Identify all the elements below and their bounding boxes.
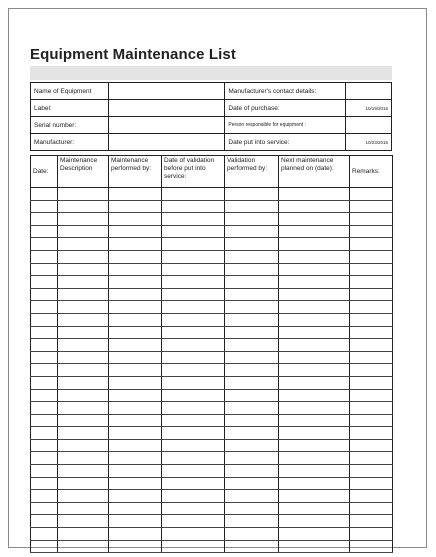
table-cell[interactable] — [31, 528, 58, 541]
table-cell[interactable] — [109, 313, 162, 326]
table-cell[interactable] — [109, 502, 162, 515]
table-cell[interactable] — [31, 250, 58, 263]
table-row — [31, 540, 393, 553]
table-cell[interactable] — [225, 288, 279, 301]
table-cell[interactable] — [31, 313, 58, 326]
table-cell[interactable] — [109, 250, 162, 263]
table-row — [31, 250, 393, 263]
table-cell[interactable] — [225, 188, 279, 201]
table-cell[interactable] — [58, 188, 109, 201]
table-cell[interactable] — [225, 200, 279, 213]
table-cell[interactable] — [350, 238, 393, 251]
table-row — [31, 238, 393, 251]
table-cell[interactable] — [31, 276, 58, 289]
date-into-service-label: Date put into service: — [225, 134, 346, 151]
table-cell[interactable] — [279, 376, 350, 389]
table-cell[interactable] — [109, 263, 162, 276]
table-cell[interactable] — [350, 376, 393, 389]
table-cell[interactable] — [279, 313, 350, 326]
table-cell[interactable] — [162, 276, 225, 289]
table-cell[interactable] — [58, 528, 109, 541]
table-cell[interactable] — [225, 452, 279, 465]
table-cell[interactable] — [31, 225, 58, 238]
table-cell[interactable] — [225, 490, 279, 503]
table-cell[interactable] — [162, 339, 225, 352]
table-cell[interactable] — [350, 439, 393, 452]
serial-number-label: Serial number: — [31, 117, 109, 134]
table-cell[interactable] — [58, 414, 109, 427]
table-row — [31, 225, 393, 238]
table-cell[interactable] — [225, 301, 279, 314]
table-cell[interactable] — [31, 200, 58, 213]
table-cell[interactable] — [109, 465, 162, 478]
table-row — [31, 528, 393, 541]
table-row — [31, 389, 393, 402]
table-cell[interactable] — [162, 477, 225, 490]
table-cell[interactable] — [31, 490, 58, 503]
table-cell[interactable] — [162, 200, 225, 213]
table-row — [31, 213, 393, 226]
header-remarks: Remarks: — [350, 156, 393, 188]
table-cell[interactable] — [279, 213, 350, 226]
date-of-purchase-label: Date of purchase: — [225, 100, 346, 117]
table-cell[interactable] — [279, 452, 350, 465]
table-cell[interactable] — [31, 465, 58, 478]
table-cell[interactable] — [162, 238, 225, 251]
table-cell[interactable] — [279, 200, 350, 213]
table-cell[interactable] — [225, 351, 279, 364]
table-cell[interactable] — [31, 238, 58, 251]
table-cell[interactable] — [31, 188, 58, 201]
table-row — [31, 288, 393, 301]
name-of-equipment-label: Name of Equipment — [31, 83, 109, 100]
table-row — [31, 414, 393, 427]
table-cell[interactable] — [350, 414, 393, 427]
table-cell[interactable] — [162, 188, 225, 201]
table-cell[interactable] — [225, 213, 279, 226]
header-date-of-validation: Date of validation before put into service: — [162, 156, 225, 188]
table-cell[interactable] — [225, 465, 279, 478]
table-cell[interactable] — [109, 414, 162, 427]
table-cell[interactable] — [58, 477, 109, 490]
table-row — [31, 439, 393, 452]
table-cell[interactable] — [350, 250, 393, 263]
table-cell[interactable] — [58, 276, 109, 289]
table-cell[interactable] — [109, 540, 162, 553]
table-row — [31, 515, 393, 528]
table-cell[interactable] — [279, 301, 350, 314]
table-cell[interactable] — [225, 326, 279, 339]
table-cell[interactable] — [109, 439, 162, 452]
table-cell[interactable] — [162, 389, 225, 402]
table-cell[interactable] — [350, 427, 393, 440]
table-cell[interactable] — [109, 477, 162, 490]
table-cell[interactable] — [279, 250, 350, 263]
table-cell[interactable] — [350, 225, 393, 238]
table-cell[interactable] — [279, 465, 350, 478]
table-cell[interactable] — [225, 402, 279, 415]
table-cell[interactable] — [162, 540, 225, 553]
table-row — [31, 477, 393, 490]
person-responsible-field[interactable] — [346, 117, 392, 134]
table-cell[interactable] — [225, 515, 279, 528]
table-cell[interactable] — [162, 351, 225, 364]
table-cell[interactable] — [350, 339, 393, 352]
table-row — [31, 452, 393, 465]
table-cell[interactable] — [31, 263, 58, 276]
table-cell[interactable] — [350, 389, 393, 402]
table-cell[interactable] — [31, 213, 58, 226]
table-cell[interactable] — [279, 326, 350, 339]
header-next-maintenance: Next maintenance planned on (date): — [279, 156, 350, 188]
table-cell[interactable] — [31, 414, 58, 427]
table-cell[interactable] — [350, 276, 393, 289]
table-body — [31, 188, 393, 553]
table-cell[interactable] — [350, 301, 393, 314]
table-cell[interactable] — [162, 490, 225, 503]
table-cell[interactable] — [109, 402, 162, 415]
table-row — [31, 188, 393, 201]
table-cell[interactable] — [279, 502, 350, 515]
table-cell[interactable] — [350, 188, 393, 201]
table-cell[interactable] — [279, 188, 350, 201]
manufacturer-label: Manufacturer: — [31, 134, 109, 151]
table-cell[interactable] — [109, 364, 162, 377]
table-cell[interactable] — [162, 439, 225, 452]
table-cell[interactable] — [225, 528, 279, 541]
table-cell[interactable] — [350, 452, 393, 465]
table-cell[interactable] — [279, 427, 350, 440]
table-cell[interactable] — [350, 402, 393, 415]
table-cell[interactable] — [31, 301, 58, 314]
table-cell[interactable] — [279, 540, 350, 553]
table-cell[interactable] — [58, 288, 109, 301]
table-cell[interactable] — [109, 288, 162, 301]
table-cell[interactable] — [279, 339, 350, 352]
table-cell[interactable] — [109, 515, 162, 528]
table-cell[interactable] — [109, 238, 162, 251]
table-cell[interactable] — [279, 238, 350, 251]
table-cell[interactable] — [279, 439, 350, 452]
table-cell[interactable] — [31, 402, 58, 415]
table-cell[interactable] — [109, 188, 162, 201]
table-row — [31, 427, 393, 440]
table-cell[interactable] — [279, 490, 350, 503]
table-cell[interactable] — [31, 452, 58, 465]
table-row — [31, 490, 393, 503]
table-cell[interactable] — [58, 213, 109, 226]
table-cell[interactable] — [279, 276, 350, 289]
table-cell[interactable] — [58, 301, 109, 314]
table-cell[interactable] — [225, 225, 279, 238]
table-cell[interactable] — [58, 326, 109, 339]
label-label: Label: — [31, 100, 109, 117]
name-of-equipment-field[interactable] — [108, 83, 225, 100]
table-cell[interactable] — [31, 540, 58, 553]
table-cell[interactable] — [109, 276, 162, 289]
table-cell[interactable] — [58, 364, 109, 377]
table-cell[interactable] — [225, 540, 279, 553]
table-cell[interactable] — [225, 339, 279, 352]
table-cell[interactable] — [58, 339, 109, 352]
date-of-purchase-value[interactable]: 10/19/2016 — [346, 100, 392, 117]
table-cell[interactable] — [31, 288, 58, 301]
table-cell[interactable] — [109, 389, 162, 402]
table-cell[interactable] — [162, 250, 225, 263]
header-validation-performed-by: Validation performed by: — [225, 156, 279, 188]
table-cell[interactable] — [109, 427, 162, 440]
table-cell[interactable] — [162, 502, 225, 515]
label-field[interactable] — [108, 100, 225, 117]
table-cell[interactable] — [109, 452, 162, 465]
table-cell[interactable] — [31, 427, 58, 440]
table-cell[interactable] — [225, 427, 279, 440]
manufacturer-field[interactable] — [108, 134, 225, 151]
table-cell[interactable] — [350, 213, 393, 226]
table-row — [31, 263, 393, 276]
table-cell[interactable] — [350, 364, 393, 377]
table-row — [31, 313, 393, 326]
table-cell[interactable] — [225, 502, 279, 515]
maintenance-log-table — [30, 155, 393, 553]
table-cell[interactable] — [31, 477, 58, 490]
table-cell[interactable] — [58, 313, 109, 326]
header-date: Date: — [31, 156, 58, 188]
table-cell[interactable] — [162, 301, 225, 314]
table-cell[interactable] — [162, 225, 225, 238]
table-cell[interactable] — [31, 439, 58, 452]
table-cell[interactable] — [350, 326, 393, 339]
table-cell[interactable] — [58, 402, 109, 415]
table-row — [31, 502, 393, 515]
table-cell[interactable] — [279, 528, 350, 541]
table-cell[interactable] — [109, 326, 162, 339]
table-cell[interactable] — [350, 465, 393, 478]
table-cell[interactable] — [225, 364, 279, 377]
table-cell[interactable] — [279, 351, 350, 364]
table-cell[interactable] — [225, 263, 279, 276]
table-cell[interactable] — [58, 250, 109, 263]
table-cell[interactable] — [279, 515, 350, 528]
table-cell[interactable] — [350, 515, 393, 528]
table-cell[interactable] — [279, 402, 350, 415]
table-cell[interactable] — [58, 502, 109, 515]
table-cell[interactable] — [162, 414, 225, 427]
table-cell[interactable] — [225, 477, 279, 490]
table-cell[interactable] — [162, 364, 225, 377]
table-cell[interactable] — [225, 313, 279, 326]
table-cell[interactable] — [31, 339, 58, 352]
table-cell[interactable] — [109, 225, 162, 238]
table-cell[interactable] — [31, 376, 58, 389]
manufacturer-contact-label: Manufacturer's contact details: — [225, 83, 346, 100]
table-row — [31, 301, 393, 314]
table-cell[interactable] — [162, 326, 225, 339]
table-row — [31, 465, 393, 478]
table-header-row — [31, 156, 393, 188]
person-responsible-label: Person responsible for equipment : — [225, 117, 346, 134]
table-cell[interactable] — [58, 389, 109, 402]
table-cell[interactable] — [109, 200, 162, 213]
table-row — [31, 326, 393, 339]
serial-number-field[interactable] — [108, 117, 225, 134]
table-cell[interactable] — [279, 414, 350, 427]
table-cell[interactable] — [162, 376, 225, 389]
table-cell[interactable] — [162, 263, 225, 276]
table-cell[interactable] — [279, 477, 350, 490]
table-cell[interactable] — [31, 502, 58, 515]
table-cell[interactable] — [58, 225, 109, 238]
table-cell[interactable] — [109, 490, 162, 503]
date-into-service-value[interactable]: 10/23/2016 — [346, 134, 392, 151]
table-cell[interactable] — [279, 288, 350, 301]
table-cell[interactable] — [109, 528, 162, 541]
table-cell[interactable] — [350, 313, 393, 326]
table-cell[interactable] — [162, 402, 225, 415]
info-row — [31, 100, 392, 117]
table-cell[interactable] — [162, 465, 225, 478]
table-cell[interactable] — [109, 339, 162, 352]
table-cell[interactable] — [162, 313, 225, 326]
table-cell[interactable] — [279, 364, 350, 377]
document-title: Equipment Maintenance List — [30, 46, 236, 63]
table-cell[interactable] — [109, 376, 162, 389]
table-cell[interactable] — [350, 528, 393, 541]
table-cell[interactable] — [58, 238, 109, 251]
table-cell[interactable] — [58, 200, 109, 213]
table-cell[interactable] — [58, 351, 109, 364]
table-cell[interactable] — [58, 439, 109, 452]
table-cell[interactable] — [350, 540, 393, 553]
table-cell[interactable] — [162, 515, 225, 528]
header-maintenance-performed-by: Maintenance performed by: — [109, 156, 162, 188]
table-cell[interactable] — [225, 250, 279, 263]
info-row — [31, 83, 392, 100]
table-cell[interactable] — [31, 389, 58, 402]
table-cell[interactable] — [58, 452, 109, 465]
table-cell[interactable] — [162, 427, 225, 440]
table-cell[interactable] — [58, 490, 109, 503]
table-row — [31, 351, 393, 364]
table-cell[interactable] — [350, 490, 393, 503]
table-cell[interactable] — [350, 200, 393, 213]
table-row — [31, 364, 393, 377]
table-cell[interactable] — [58, 515, 109, 528]
table-cell[interactable] — [31, 326, 58, 339]
title-underline-band — [30, 66, 392, 80]
table-cell[interactable] — [58, 263, 109, 276]
table-cell[interactable] — [225, 276, 279, 289]
table-cell[interactable] — [31, 515, 58, 528]
table-cell[interactable] — [279, 225, 350, 238]
table-cell[interactable] — [350, 288, 393, 301]
manufacturer-contact-field[interactable] — [346, 83, 392, 100]
table-row — [31, 376, 393, 389]
table-cell[interactable] — [350, 351, 393, 364]
table-cell[interactable] — [58, 427, 109, 440]
table-cell[interactable] — [225, 414, 279, 427]
header-maintenance-description: Maintenance Description — [58, 156, 109, 188]
table-row — [31, 402, 393, 415]
table-cell[interactable] — [350, 477, 393, 490]
info-row — [31, 117, 392, 134]
table-cell[interactable] — [279, 389, 350, 402]
equipment-info-table — [30, 82, 392, 151]
table-cell[interactable] — [162, 528, 225, 541]
table-cell[interactable] — [350, 502, 393, 515]
table-row — [31, 276, 393, 289]
table-cell[interactable] — [58, 540, 109, 553]
table-cell[interactable] — [31, 351, 58, 364]
table-cell[interactable] — [225, 439, 279, 452]
table-cell[interactable] — [109, 301, 162, 314]
table-cell[interactable] — [225, 376, 279, 389]
table-row — [31, 200, 393, 213]
table-cell[interactable] — [58, 376, 109, 389]
table-cell[interactable] — [58, 465, 109, 478]
table-cell[interactable] — [225, 389, 279, 402]
table-cell[interactable] — [162, 452, 225, 465]
table-cell[interactable] — [279, 263, 350, 276]
info-row — [31, 134, 392, 151]
table-cell[interactable] — [109, 213, 162, 226]
table-cell[interactable] — [109, 351, 162, 364]
table-row — [31, 339, 393, 352]
table-cell[interactable] — [225, 238, 279, 251]
table-cell[interactable] — [31, 364, 58, 377]
table-cell[interactable] — [162, 288, 225, 301]
table-cell[interactable] — [350, 263, 393, 276]
table-cell[interactable] — [162, 213, 225, 226]
